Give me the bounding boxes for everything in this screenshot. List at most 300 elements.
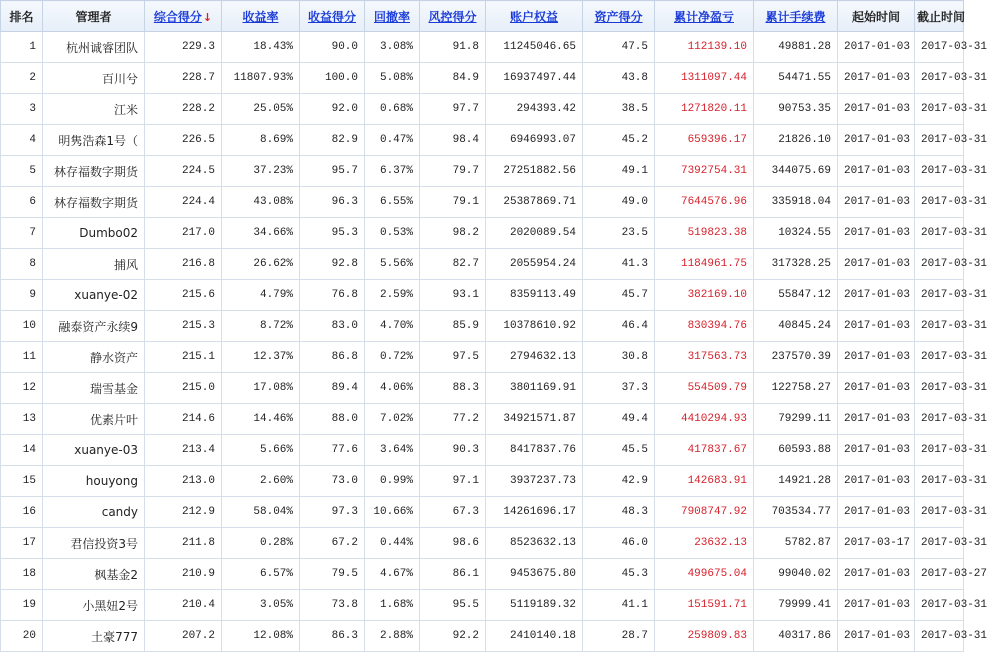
header-total-score[interactable]: [145, 1, 222, 32]
cell-manager[interactable]: candy: [43, 497, 145, 528]
cell-risk-score: 93.1: [420, 280, 486, 311]
table-row: [1, 590, 964, 621]
cell-return-rate: 4.79%: [222, 280, 300, 311]
cell-cum-pnl: 382169.10: [655, 280, 754, 311]
cell-return-rate: 12.37%: [222, 342, 300, 373]
cell-manager[interactable]: xuanye-02: [43, 280, 145, 311]
cell-return-rate: 6.57%: [222, 559, 300, 590]
cell-start-date: 2017-01-03: [838, 218, 915, 249]
cell-cum-pnl: 112139.10: [655, 32, 754, 63]
cell-drawdown: 0.47%: [365, 125, 420, 156]
cell-return-rate: 14.46%: [222, 404, 300, 435]
cell-total-score: 215.1: [145, 342, 222, 373]
table-row: [1, 32, 964, 63]
cell-end-date: 2017-03-31: [915, 528, 964, 559]
cell-drawdown: 4.06%: [365, 373, 420, 404]
cell-drawdown: 0.44%: [365, 528, 420, 559]
cell-cum-pnl: 830394.76: [655, 311, 754, 342]
cell-return-score: 86.8: [300, 342, 365, 373]
header-end-date: 截止时间: [915, 1, 964, 32]
cell-cum-pnl: 259809.83: [655, 621, 754, 652]
cell-manager[interactable]: 静水资产: [43, 342, 145, 373]
cell-rank: 17: [1, 528, 43, 559]
cell-manager[interactable]: 土豪777: [43, 621, 145, 652]
sort-link-total-score[interactable]: 综合得分: [153, 9, 202, 24]
cell-total-score: 212.9: [145, 497, 222, 528]
cell-end-date: 2017-03-31: [915, 32, 964, 63]
table-row: [1, 497, 964, 528]
cell-cum-pnl: 1271820.11: [655, 94, 754, 125]
cell-manager[interactable]: 小黑妞2号: [43, 590, 145, 621]
cell-end-date: 2017-03-31: [915, 125, 964, 156]
cell-rank: 10: [1, 311, 43, 342]
cell-cum-fee: 703534.77: [754, 497, 838, 528]
cell-return-score: 82.9: [300, 125, 365, 156]
cell-return-score: 79.5: [300, 559, 365, 590]
cell-return-score: 76.8: [300, 280, 365, 311]
table-row: [1, 94, 964, 125]
cell-cum-pnl: 7908747.92: [655, 497, 754, 528]
cell-drawdown: 0.72%: [365, 342, 420, 373]
table-row: [1, 621, 964, 652]
cell-drawdown: 0.53%: [365, 218, 420, 249]
cell-rank: 8: [1, 249, 43, 280]
cell-equity: 2794632.13: [486, 342, 583, 373]
cell-return-rate: 12.08%: [222, 621, 300, 652]
cell-total-score: 217.0: [145, 218, 222, 249]
cell-return-score: 90.0: [300, 32, 365, 63]
cell-cum-fee: 54471.55: [754, 63, 838, 94]
header-drawdown[interactable]: [365, 1, 420, 32]
cell-rank: 20: [1, 621, 43, 652]
cell-cum-fee: 344075.69: [754, 156, 838, 187]
cell-start-date: 2017-01-03: [838, 32, 915, 63]
cell-manager[interactable]: 瑞雪基金: [43, 373, 145, 404]
table-row: [1, 249, 964, 280]
cell-total-score: 228.7: [145, 63, 222, 94]
cell-end-date: 2017-03-27: [915, 559, 964, 590]
cell-end-date: 2017-03-31: [915, 280, 964, 311]
cell-equity: 3937237.73: [486, 466, 583, 497]
cell-start-date: 2017-01-03: [838, 466, 915, 497]
cell-asset-score: 45.7: [583, 280, 655, 311]
cell-manager[interactable]: 捕风: [43, 249, 145, 280]
cell-return-rate: 11807.93%: [222, 63, 300, 94]
cell-cum-pnl: 499675.04: [655, 559, 754, 590]
cell-total-score: 210.4: [145, 590, 222, 621]
cell-return-score: 92.8: [300, 249, 365, 280]
cell-start-date: 2017-01-03: [838, 249, 915, 280]
cell-asset-score: 37.3: [583, 373, 655, 404]
cell-total-score: 207.2: [145, 621, 222, 652]
table-row: [1, 125, 964, 156]
cell-manager[interactable]: 优素片叶: [43, 404, 145, 435]
table-row: [1, 559, 964, 590]
sort-link-risk-score[interactable]: 风控得分: [428, 9, 477, 24]
cell-end-date: 2017-03-31: [915, 373, 964, 404]
cell-asset-score: 49.4: [583, 404, 655, 435]
cell-equity: 5119189.32: [486, 590, 583, 621]
cell-return-score: 77.6: [300, 435, 365, 466]
cell-rank: 13: [1, 404, 43, 435]
cell-drawdown: 4.70%: [365, 311, 420, 342]
cell-cum-fee: 60593.88: [754, 435, 838, 466]
cell-manager[interactable]: 杭州诚睿团队: [43, 32, 145, 63]
cell-rank: 4: [1, 125, 43, 156]
cell-rank: 3: [1, 94, 43, 125]
cell-total-score: 214.6: [145, 404, 222, 435]
cell-cum-pnl: 1311097.44: [655, 63, 754, 94]
cell-cum-pnl: 554509.79: [655, 373, 754, 404]
cell-cum-fee: 21826.10: [754, 125, 838, 156]
cell-start-date: 2017-03-17: [838, 528, 915, 559]
cell-start-date: 2017-01-03: [838, 280, 915, 311]
cell-equity: 27251882.56: [486, 156, 583, 187]
cell-manager[interactable]: 君信投资3号: [43, 528, 145, 559]
header-start-date: 起始时间: [838, 1, 915, 32]
cell-total-score: 224.5: [145, 156, 222, 187]
cell-return-score: 83.0: [300, 311, 365, 342]
cell-return-score: 67.2: [300, 528, 365, 559]
cell-equity: 9453675.80: [486, 559, 583, 590]
cell-equity: 34921571.87: [486, 404, 583, 435]
cell-return-score: 96.3: [300, 187, 365, 218]
cell-start-date: 2017-01-03: [838, 404, 915, 435]
cell-total-score: 210.9: [145, 559, 222, 590]
cell-drawdown: 2.88%: [365, 621, 420, 652]
cell-rank: 12: [1, 373, 43, 404]
cell-asset-score: 23.5: [583, 218, 655, 249]
cell-cum-fee: 237570.39: [754, 342, 838, 373]
cell-rank: 14: [1, 435, 43, 466]
cell-end-date: 2017-03-31: [915, 342, 964, 373]
cell-return-rate: 3.05%: [222, 590, 300, 621]
cell-rank: 5: [1, 156, 43, 187]
table-row: [1, 156, 964, 187]
cell-drawdown: 5.08%: [365, 63, 420, 94]
header-equity[interactable]: [486, 1, 583, 32]
header-cum-fee[interactable]: [754, 1, 838, 32]
cell-end-date: 2017-03-31: [915, 590, 964, 621]
table-row: [1, 311, 964, 342]
cell-drawdown: 5.56%: [365, 249, 420, 280]
sort-link-return-rate[interactable]: 收益率: [242, 9, 279, 24]
cell-return-rate: 25.05%: [222, 94, 300, 125]
cell-asset-score: 49.1: [583, 156, 655, 187]
cell-asset-score: 49.0: [583, 187, 655, 218]
cell-start-date: 2017-01-03: [838, 342, 915, 373]
cell-risk-score: 84.9: [420, 63, 486, 94]
cell-equity: 2055954.24: [486, 249, 583, 280]
cell-cum-fee: 90753.35: [754, 94, 838, 125]
cell-cum-pnl: 1184961.75: [655, 249, 754, 280]
cell-drawdown: 1.68%: [365, 590, 420, 621]
cell-end-date: 2017-03-31: [915, 94, 964, 125]
cell-total-score: 226.5: [145, 125, 222, 156]
cell-cum-fee: 317328.25: [754, 249, 838, 280]
cell-end-date: 2017-03-31: [915, 621, 964, 652]
table-row: [1, 373, 964, 404]
cell-asset-score: 48.3: [583, 497, 655, 528]
cell-rank: 15: [1, 466, 43, 497]
cell-drawdown: 6.37%: [365, 156, 420, 187]
cell-drawdown: 3.64%: [365, 435, 420, 466]
cell-manager[interactable]: 百川兮: [43, 63, 145, 94]
cell-start-date: 2017-01-03: [838, 187, 915, 218]
cell-cum-pnl: 659396.17: [655, 125, 754, 156]
cell-equity: 2410140.18: [486, 621, 583, 652]
cell-equity: 16937497.44: [486, 63, 583, 94]
cell-return-score: 92.0: [300, 94, 365, 125]
cell-equity: 294393.42: [486, 94, 583, 125]
cell-risk-score: 85.9: [420, 311, 486, 342]
cell-drawdown: 7.02%: [365, 404, 420, 435]
cell-asset-score: 30.8: [583, 342, 655, 373]
cell-total-score: 213.4: [145, 435, 222, 466]
cell-return-score: 97.3: [300, 497, 365, 528]
sort-link-asset-score[interactable]: 资产得分: [594, 9, 643, 24]
sort-desc-icon: ↓: [202, 10, 213, 24]
cell-rank: 16: [1, 497, 43, 528]
cell-manager[interactable]: houyong: [43, 466, 145, 497]
cell-asset-score: 41.1: [583, 590, 655, 621]
cell-rank: 9: [1, 280, 43, 311]
cell-end-date: 2017-03-31: [915, 218, 964, 249]
table-row: [1, 63, 964, 94]
cell-start-date: 2017-01-03: [838, 621, 915, 652]
cell-total-score: 224.4: [145, 187, 222, 218]
cell-equity: 14261696.17: [486, 497, 583, 528]
table-row: [1, 435, 964, 466]
cell-drawdown: 0.99%: [365, 466, 420, 497]
cell-start-date: 2017-01-03: [838, 63, 915, 94]
cell-cum-fee: 122758.27: [754, 373, 838, 404]
cell-risk-score: 92.2: [420, 621, 486, 652]
cell-risk-score: 97.7: [420, 94, 486, 125]
cell-start-date: 2017-01-03: [838, 311, 915, 342]
cell-cum-pnl: 23632.13: [655, 528, 754, 559]
cell-rank: 7: [1, 218, 43, 249]
cell-rank: 11: [1, 342, 43, 373]
cell-cum-fee: 79299.11: [754, 404, 838, 435]
cell-end-date: 2017-03-31: [915, 497, 964, 528]
cell-equity: 10378610.92: [486, 311, 583, 342]
cell-equity: 8523632.13: [486, 528, 583, 559]
table-row: [1, 404, 964, 435]
cell-equity: 8417837.76: [486, 435, 583, 466]
cell-asset-score: 46.4: [583, 311, 655, 342]
cell-total-score: 216.8: [145, 249, 222, 280]
cell-cum-fee: 49881.28: [754, 32, 838, 63]
table-row: [1, 280, 964, 311]
cell-manager[interactable]: xuanye-03: [43, 435, 145, 466]
cell-return-rate: 0.28%: [222, 528, 300, 559]
cell-return-rate: 26.62%: [222, 249, 300, 280]
cell-cum-fee: 40845.24: [754, 311, 838, 342]
cell-end-date: 2017-03-31: [915, 63, 964, 94]
cell-start-date: 2017-01-03: [838, 373, 915, 404]
cell-start-date: 2017-01-03: [838, 156, 915, 187]
cell-return-score: 95.3: [300, 218, 365, 249]
cell-end-date: 2017-03-31: [915, 249, 964, 280]
cell-total-score: 228.2: [145, 94, 222, 125]
sort-link-return-score[interactable]: 收益得分: [307, 9, 356, 24]
cell-return-rate: 8.69%: [222, 125, 300, 156]
sort-link-equity[interactable]: 账户权益: [509, 9, 558, 24]
header-risk-score[interactable]: [420, 1, 486, 32]
cell-rank: 19: [1, 590, 43, 621]
cell-end-date: 2017-03-31: [915, 404, 964, 435]
cell-end-date: 2017-03-31: [915, 156, 964, 187]
cell-asset-score: 38.5: [583, 94, 655, 125]
cell-total-score: 211.8: [145, 528, 222, 559]
cell-cum-fee: 14921.28: [754, 466, 838, 497]
cell-start-date: 2017-01-03: [838, 559, 915, 590]
cell-return-score: 86.3: [300, 621, 365, 652]
cell-cum-fee: 55847.12: [754, 280, 838, 311]
cell-risk-score: 97.5: [420, 342, 486, 373]
cell-risk-score: 88.3: [420, 373, 486, 404]
cell-asset-score: 46.0: [583, 528, 655, 559]
cell-drawdown: 3.08%: [365, 32, 420, 63]
header-return-score[interactable]: [300, 1, 365, 32]
cell-return-score: 100.0: [300, 63, 365, 94]
header-cum-pnl[interactable]: [655, 1, 754, 32]
cell-start-date: 2017-01-03: [838, 590, 915, 621]
cell-return-rate: 2.60%: [222, 466, 300, 497]
sort-link-drawdown[interactable]: 回撤率: [373, 9, 410, 24]
cell-asset-score: 45.3: [583, 559, 655, 590]
cell-drawdown: 4.67%: [365, 559, 420, 590]
cell-drawdown: 0.68%: [365, 94, 420, 125]
header-row: [1, 1, 964, 32]
cell-equity: 11245046.65: [486, 32, 583, 63]
sort-link-cum-fee[interactable]: 累计手续费: [765, 9, 826, 24]
cell-equity: 6946993.07: [486, 125, 583, 156]
cell-cum-pnl: 317563.73: [655, 342, 754, 373]
cell-rank: 2: [1, 63, 43, 94]
cell-equity: 25387869.71: [486, 187, 583, 218]
cell-start-date: 2017-01-03: [838, 435, 915, 466]
cell-risk-score: 95.5: [420, 590, 486, 621]
cell-cum-pnl: 151591.71: [655, 590, 754, 621]
cell-cum-fee: 79999.41: [754, 590, 838, 621]
cell-cum-pnl: 519823.38: [655, 218, 754, 249]
cell-return-rate: 58.04%: [222, 497, 300, 528]
cell-asset-score: 45.5: [583, 435, 655, 466]
cell-return-rate: 18.43%: [222, 32, 300, 63]
cell-risk-score: 90.3: [420, 435, 486, 466]
cell-risk-score: 86.1: [420, 559, 486, 590]
cell-total-score: 215.0: [145, 373, 222, 404]
cell-risk-score: 91.8: [420, 32, 486, 63]
cell-return-score: 89.4: [300, 373, 365, 404]
cell-cum-pnl: 7644576.96: [655, 187, 754, 218]
cell-end-date: 2017-03-31: [915, 466, 964, 497]
cell-risk-score: 98.2: [420, 218, 486, 249]
cell-return-score: 73.8: [300, 590, 365, 621]
cell-cum-fee: 40317.86: [754, 621, 838, 652]
table-row: [1, 218, 964, 249]
table-row: [1, 528, 964, 559]
cell-rank: 6: [1, 187, 43, 218]
table-row: [1, 342, 964, 373]
cell-manager[interactable]: Dumbo02: [43, 218, 145, 249]
cell-rank: 1: [1, 32, 43, 63]
cell-asset-score: 47.5: [583, 32, 655, 63]
cell-risk-score: 79.7: [420, 156, 486, 187]
cell-cum-fee: 5782.87: [754, 528, 838, 559]
cell-equity: 3801169.91: [486, 373, 583, 404]
cell-drawdown: 10.66%: [365, 497, 420, 528]
cell-risk-score: 98.4: [420, 125, 486, 156]
cell-return-rate: 37.23%: [222, 156, 300, 187]
cell-equity: 2020089.54: [486, 218, 583, 249]
cell-cum-fee: 10324.55: [754, 218, 838, 249]
cell-drawdown: 2.59%: [365, 280, 420, 311]
cell-asset-score: 28.7: [583, 621, 655, 652]
cell-manager[interactable]: 江米: [43, 94, 145, 125]
cell-cum-pnl: 142683.91: [655, 466, 754, 497]
cell-risk-score: 98.6: [420, 528, 486, 559]
cell-return-rate: 5.66%: [222, 435, 300, 466]
header-rank: 排名: [1, 1, 43, 32]
cell-cum-fee: 99040.02: [754, 559, 838, 590]
cell-manager[interactable]: 融泰资产永续9: [43, 311, 145, 342]
header-return-rate[interactable]: [222, 1, 300, 32]
cell-asset-score: 43.8: [583, 63, 655, 94]
cell-cum-pnl: 417837.67: [655, 435, 754, 466]
cell-manager[interactable]: 明隽浩森1号（: [43, 125, 145, 156]
cell-return-rate: 43.08%: [222, 187, 300, 218]
cell-manager[interactable]: 林存福数字期货: [43, 156, 145, 187]
cell-cum-pnl: 4410294.93: [655, 404, 754, 435]
cell-return-rate: 17.08%: [222, 373, 300, 404]
cell-manager[interactable]: 枫基金2: [43, 559, 145, 590]
cell-end-date: 2017-03-31: [915, 187, 964, 218]
cell-drawdown: 6.55%: [365, 187, 420, 218]
cell-risk-score: 97.1: [420, 466, 486, 497]
cell-risk-score: 82.7: [420, 249, 486, 280]
cell-start-date: 2017-01-03: [838, 125, 915, 156]
cell-return-score: 88.0: [300, 404, 365, 435]
cell-total-score: 215.6: [145, 280, 222, 311]
cell-start-date: 2017-01-03: [838, 497, 915, 528]
cell-equity: 8359113.49: [486, 280, 583, 311]
sort-link-cum-pnl[interactable]: 累计净盈亏: [673, 9, 734, 24]
cell-return-rate: 8.72%: [222, 311, 300, 342]
cell-risk-score: 67.3: [420, 497, 486, 528]
cell-end-date: 2017-03-31: [915, 311, 964, 342]
table-row: [1, 466, 964, 497]
cell-total-score: 213.0: [145, 466, 222, 497]
header-asset-score[interactable]: [583, 1, 655, 32]
cell-risk-score: 77.2: [420, 404, 486, 435]
cell-end-date: 2017-03-31: [915, 435, 964, 466]
table-row: [1, 187, 964, 218]
cell-asset-score: 45.2: [583, 125, 655, 156]
cell-asset-score: 41.3: [583, 249, 655, 280]
cell-manager[interactable]: 林存福数字期货: [43, 187, 145, 218]
cell-cum-pnl: 7392754.31: [655, 156, 754, 187]
cell-total-score: 229.3: [145, 32, 222, 63]
cell-risk-score: 79.1: [420, 187, 486, 218]
table-body: [1, 32, 987, 652]
cell-return-score: 73.0: [300, 466, 365, 497]
cell-total-score: 215.3: [145, 311, 222, 342]
cell-start-date: 2017-01-03: [838, 94, 915, 125]
cell-asset-score: 42.9: [583, 466, 655, 497]
